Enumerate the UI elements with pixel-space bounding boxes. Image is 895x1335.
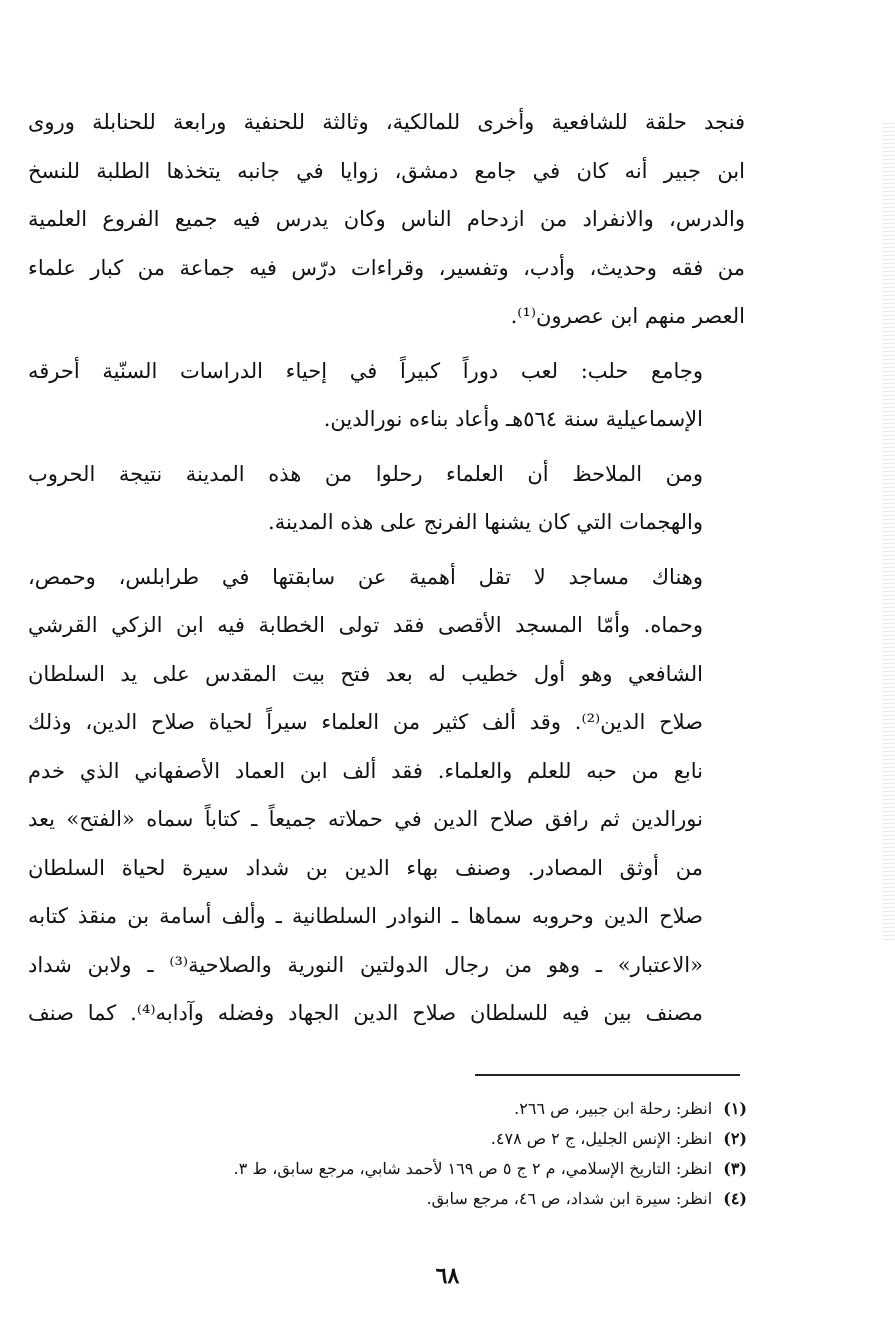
footnote-text: انظر: رحلة ابن جبير، ص ٢٦٦. xyxy=(514,1099,713,1118)
text-line: صلاح الدين وحروبه سماها ـ النوادر السلطانية ـ وألف أسامة بن منقذ كتابه xyxy=(28,904,703,928)
text-line: الإسماعيلية سنة ٥٦٤هـ وأعاد بناءه نورالدين. xyxy=(323,407,703,431)
text-line: والهجمات التي كان يشنها الفرنج على هذه المدينة. xyxy=(268,510,703,534)
text-line: وحماه. وأمّا المسجد الأقصى فقد تولى الخطابة فيه ابن الزكي القرشي xyxy=(28,613,703,637)
text-line: ابن جبير أنه كان في جامع دمشق، زوايا في جانبه يتخذها الطلبة للنسخ xyxy=(28,158,745,183)
paragraph-4 xyxy=(28,553,745,1038)
text-line: ومن الملاحظ أن العلماء رحلوا من هذه المدينة نتيجة الحروب xyxy=(28,461,703,486)
footnote-separator xyxy=(475,1074,740,1076)
text-line: مصنف بين فيه للسلطان صلاح الدين الجهاد وفضله وآدابه⁽⁴⁾. كما صنف xyxy=(28,1001,703,1025)
paragraph-3 xyxy=(28,450,745,547)
footnote-number: (٤) xyxy=(723,1189,747,1208)
text-line: وهناك مساجد لا تقل أهمية عن سابقتها في طرابلس، وحمص، xyxy=(28,564,703,589)
text-line: نورالدين ثم رافق صلاح الدين في حملاته جميعاً ـ كتاباً سماه «الفتح» يعد xyxy=(28,807,703,831)
paragraph-2 xyxy=(28,347,745,444)
page-number: ٦٨ xyxy=(435,1263,460,1289)
body-text xyxy=(28,98,745,1038)
text-line: نابع من حبه للعلم والعلماء. فقد ألف ابن العماد الأصفهاني الذي خدم xyxy=(28,758,703,783)
text-line: العصر منهم ابن عصرون⁽¹⁾. xyxy=(510,304,745,328)
text-line: الشافعي وهو أول خطيب له بعد فتح بيت المقدس على يد السلطان xyxy=(28,661,703,686)
text-line: فنجد حلقة للشافعية وأخرى للمالكية، وثالثة للحنفية ورابعة للحنابلة وروى xyxy=(28,110,745,134)
footnotes xyxy=(40,1094,747,1214)
footnote-3 xyxy=(40,1154,747,1184)
footnote-1 xyxy=(40,1094,747,1124)
footnote-number: (١) xyxy=(723,1099,747,1118)
text-line: والدرس، والانفراد من ازدحام الناس وكان يدرس فيه جميع الفروع العلمية xyxy=(28,207,745,231)
paragraph-1 xyxy=(28,98,745,341)
footnote-text: انظر: التاريخ الإسلامي، م ٢ ج ٥ ص ١٦٩ لأحمد شابي، مرجع سابق، ط ٣. xyxy=(233,1159,713,1178)
page-edge-shadow xyxy=(883,120,895,940)
text-line: «الاعتبار» ـ وهو من رجال الدولتين النورية والصلاحية⁽³⁾ ـ ولابن شداد xyxy=(28,952,703,977)
text-line: من أوثق المصادر. وصنف بهاء الدين بن شداد سيرة لحياة السلطان xyxy=(28,855,703,880)
footnote-text: انظر: سيرة ابن شداد، ص ٤٦، مرجع سابق. xyxy=(426,1189,713,1208)
footnote-2 xyxy=(40,1124,747,1154)
footnote-number: (٢) xyxy=(723,1129,747,1148)
footnote-text: انظر: الإنس الجليل، ج ٢ ص ٤٧٨. xyxy=(490,1129,713,1148)
text-line: وجامع حلب: لعب دوراً كبيراً في إحياء الدراسات السنّية أحرقه xyxy=(28,358,703,383)
text-line: من فقه وحديث، وأدب، وتفسير، وقراءات درّس فيه جماعة من كبار علماء xyxy=(28,255,745,280)
footnote-number: (٣) xyxy=(723,1159,747,1178)
text-line: صلاح الدين⁽²⁾. وقد ألف كثير من العلماء سيراً لحياة صلاح الدين، وذلك xyxy=(28,710,703,734)
footnote-4 xyxy=(40,1184,747,1214)
